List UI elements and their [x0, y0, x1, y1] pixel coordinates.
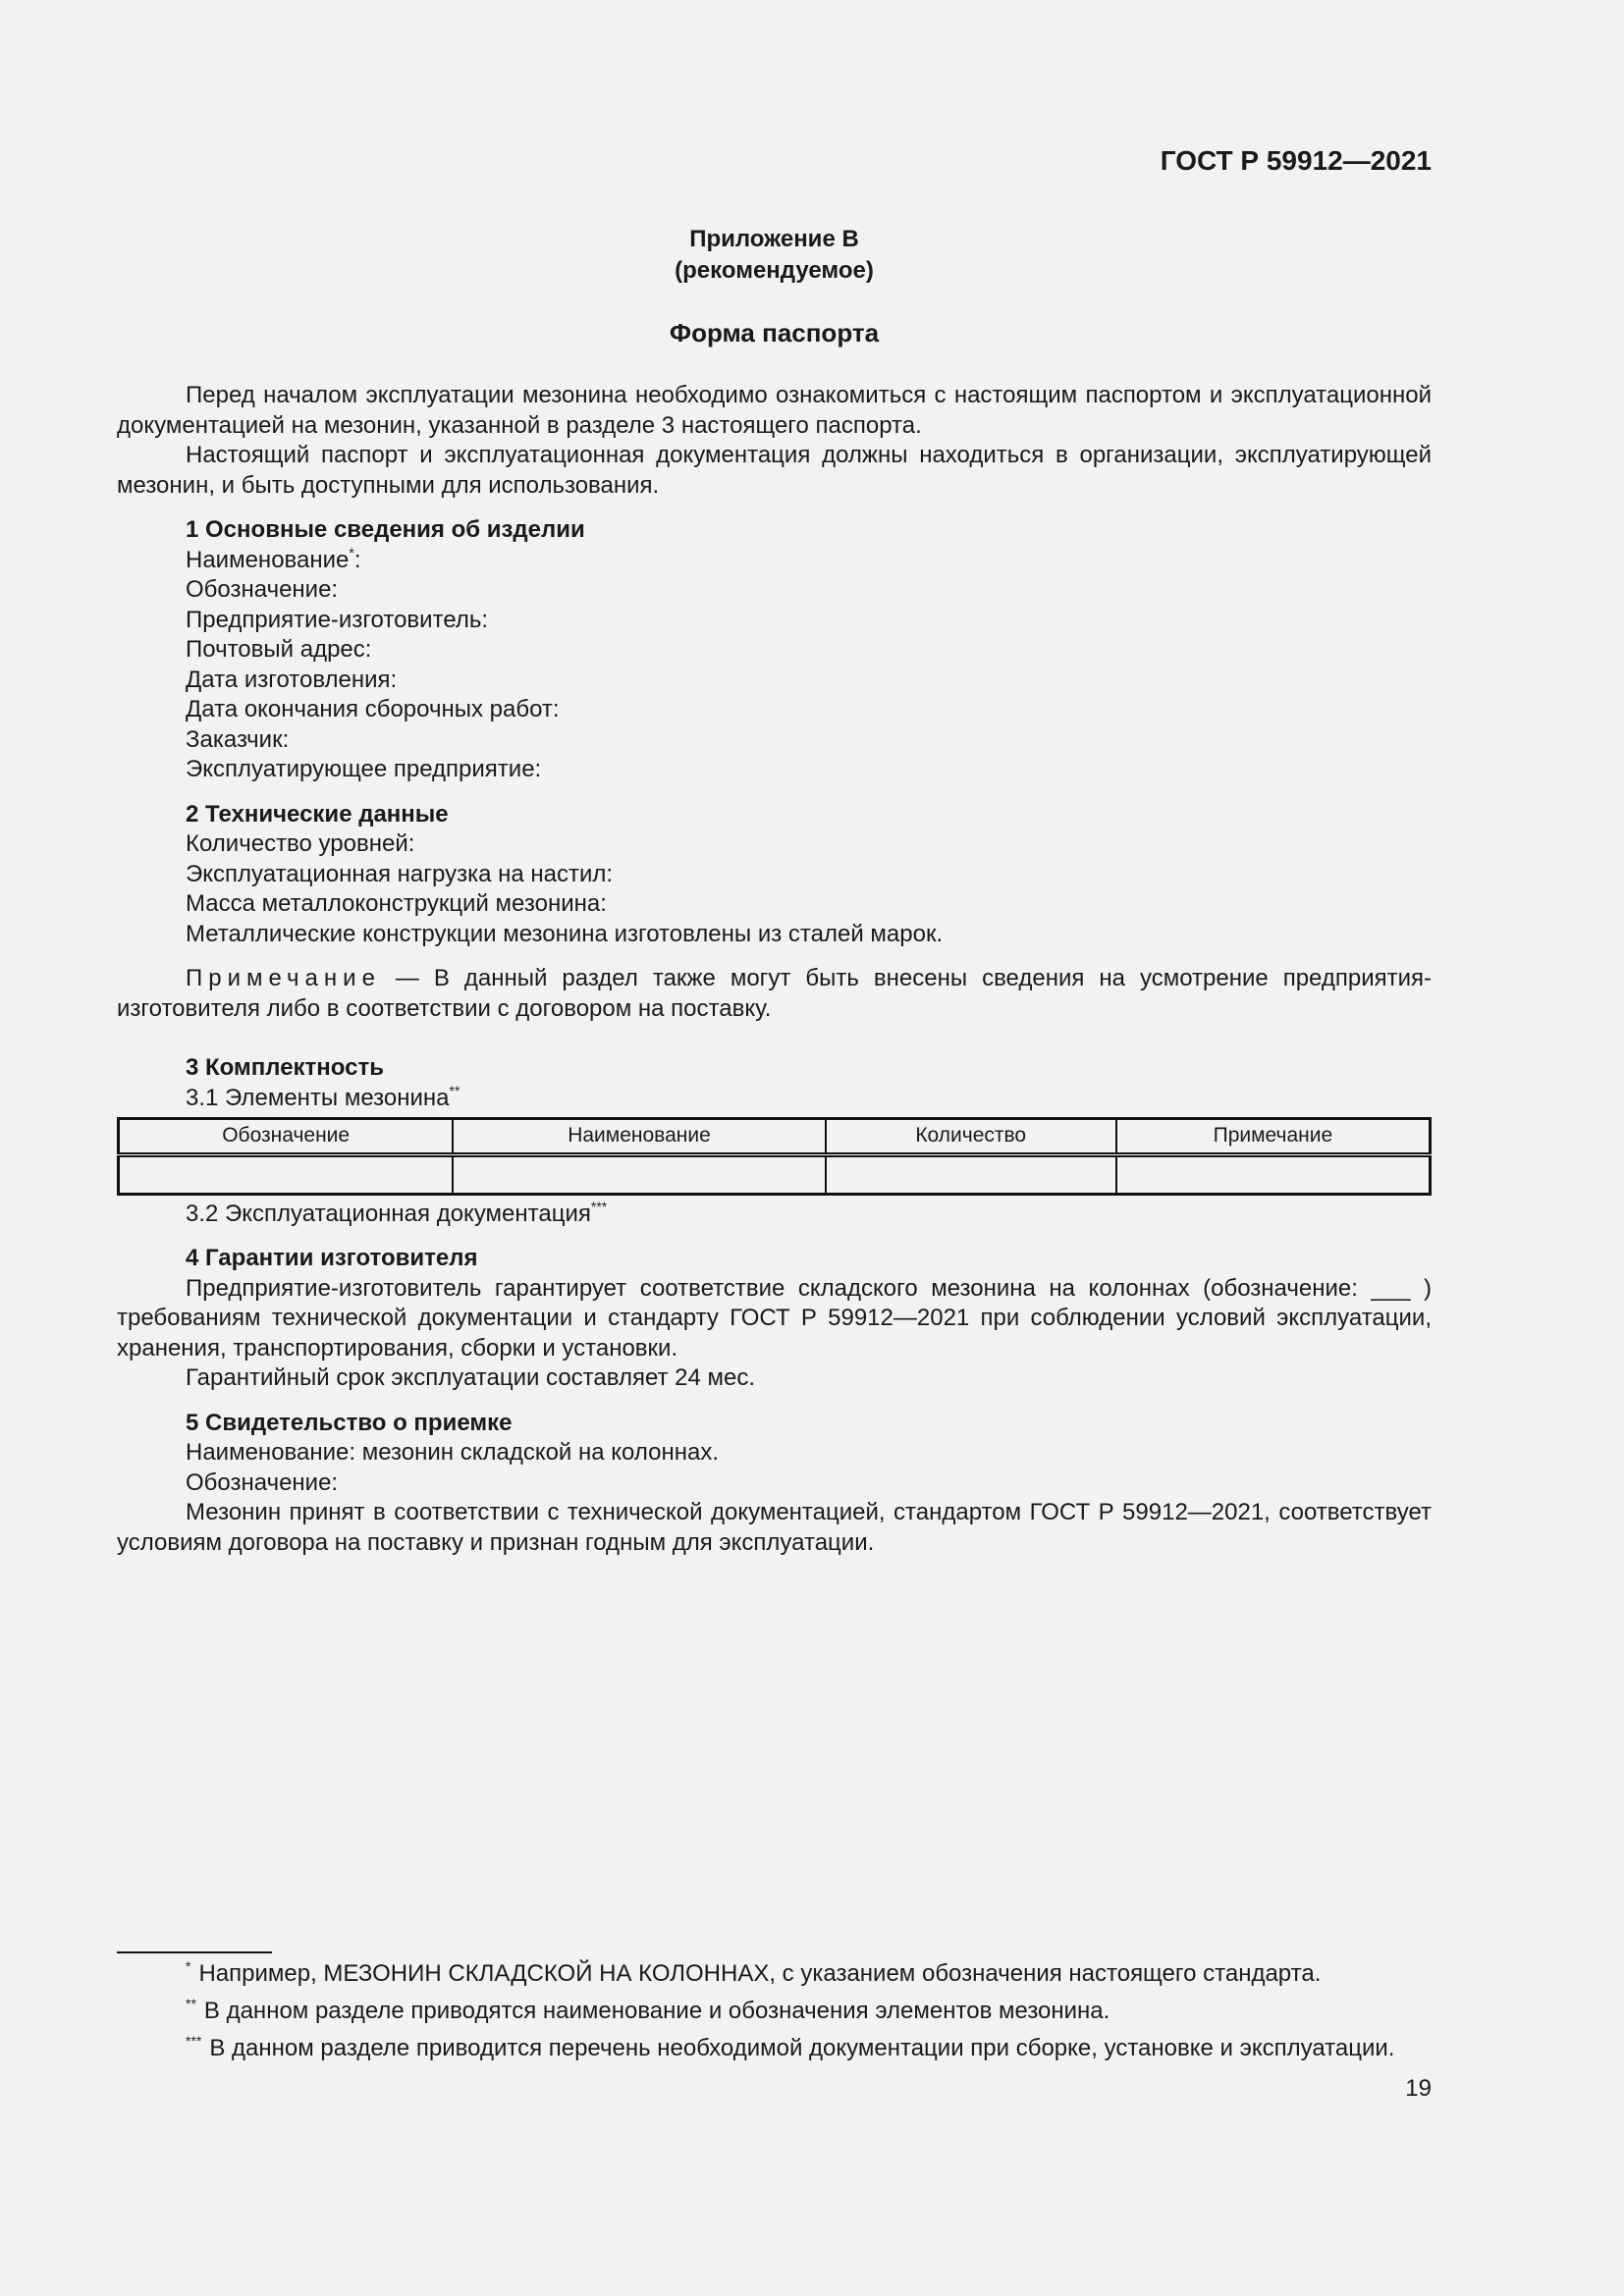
section-2-item: Масса металлоконструкций мезонина: [186, 890, 607, 917]
footnote [117, 2030, 1432, 2067]
section-1-item: Почтовый адрес: [186, 636, 372, 663]
table-cell [119, 1154, 454, 1194]
appendix-heading [117, 224, 1432, 287]
appendix-title: Приложение В [689, 226, 859, 252]
section-3-title: 3 Комплектность [186, 1054, 384, 1081]
document-body [117, 381, 1432, 1558]
table-header-row [119, 1119, 1431, 1155]
section-4-paragraph-1: Предприятие-изготовитель гарантирует соответствие складского мезонина на колоннах (обозначение: ___ ) требованиям технической документации и стандарту ГОСТ Р 59912—2021 при соблюдении условий эксплуатации, хранения, транспортирования, сборки и установки. [117, 1274, 1432, 1362]
section-1-item: Предприятие-изготовитель: [186, 606, 489, 633]
section-2-item: Количество уровней: [186, 830, 415, 857]
table-header-cell: Обозначение [119, 1119, 454, 1155]
section-2-note [117, 964, 1432, 1024]
footnote-mark: * [186, 1958, 191, 1974]
footnote-ref-2: ** [449, 1082, 460, 1098]
intro-paragraph-1: Перед началом эксплуатации мезонина необходимо ознакомиться с настоящим паспортом и эксплуатационной документацией на мезонин, указанной в разделе 3 настоящего паспорта. [117, 382, 1432, 439]
name-colon: : [353, 546, 361, 573]
footnote-ref-1: * [349, 544, 354, 561]
section-1-item: Дата изготовления: [186, 666, 398, 693]
intro-paragraph-2: Настоящий паспорт и эксплуатационная документация должны находиться в организации, эксплуатирующей мезонин, и быть доступными для использования. [117, 442, 1432, 499]
section-1-item-name [117, 546, 1432, 576]
section-1-item: Эксплуатирующее предприятие: [186, 756, 542, 782]
footnote-mark: *** [186, 2033, 202, 2049]
standard-header: ГОСТ Р 59912—2021 [1160, 145, 1432, 176]
table-cell [1116, 1154, 1431, 1194]
footnote-text: В данном разделе приводится перечень необходимой документации при сборке, установке и эксплуатации. [209, 2035, 1395, 2061]
section-5-line-2: Обозначение: [186, 1468, 339, 1496]
name-label: Наименование [186, 546, 350, 573]
table-cell [826, 1154, 1116, 1194]
table-header-cell: Наименование [453, 1119, 825, 1155]
page-number: 19 [1405, 2075, 1432, 2102]
footnotes [117, 1951, 1432, 2067]
section-1-title: 1 Основные сведения об изделии [186, 516, 585, 543]
section-2-item: Эксплуатационная нагрузка на настил: [186, 860, 614, 887]
footnote-ref-3: *** [590, 1198, 608, 1214]
footnote-text: В данном разделе приводятся наименование и обозначения элементов мезонина. [203, 1998, 1110, 2024]
table-header-cell: Количество [826, 1119, 1116, 1155]
section-4-title: 4 Гарантии изготовителя [186, 1245, 478, 1271]
elements-table [117, 1117, 1432, 1196]
table-row [119, 1154, 1431, 1194]
section-1-item: Заказчик: [186, 725, 290, 753]
appendix-subtitle: (рекомендуемое) [675, 257, 874, 284]
section-5-line-1: Наименование: мезонин складской на колоннах. [186, 1439, 720, 1466]
sub-1-text: 3.1 Элементы мезонина [186, 1084, 450, 1111]
footnote-rule [117, 1951, 272, 1953]
form-title: Форма паспорта [669, 318, 880, 347]
table-cell [453, 1154, 825, 1194]
section-1-item: Обозначение: [186, 576, 339, 603]
note-label: Примечание [186, 965, 381, 991]
section-2-title: 2 Технические данные [186, 800, 449, 828]
section-5-paragraph: Мезонин принят в соответствии с технической документацией, стандартом ГОСТ Р 59912—2021, соответствует условиям договора на поставку и признан годным для эксплуатации. [117, 1499, 1432, 1556]
note-text: — В данный раздел также могут быть внесены сведения на усмотрение предприятия-изготовителя либо в соответствии с договором на поставку. [117, 965, 1432, 1022]
footnote-mark: ** [186, 1996, 196, 2011]
section-3-sub-1 [117, 1084, 1432, 1114]
section-3-sub-2 [117, 1200, 1432, 1230]
footnote-text: Например, МЕЗОНИН СКЛАДСКОЙ НА КОЛОННАХ, с указанием обозначения настоящего стандарта. [198, 1960, 1322, 1987]
section-4-paragraph-2: Гарантийный срок эксплуатации составляет 24 мес. [186, 1364, 756, 1391]
section-5-title: 5 Свидетельство о приемке [186, 1409, 513, 1436]
table-header-cell: Примечание [1116, 1119, 1431, 1155]
section-2-item: Металлические конструкции мезонина изготовлены из сталей марок. [186, 920, 944, 947]
footnote [117, 1993, 1432, 2030]
footnote [117, 1955, 1432, 1993]
sub-2-text: 3.2 Эксплуатационная документация [186, 1200, 591, 1227]
section-1-item: Дата окончания сборочных работ: [186, 696, 560, 722]
